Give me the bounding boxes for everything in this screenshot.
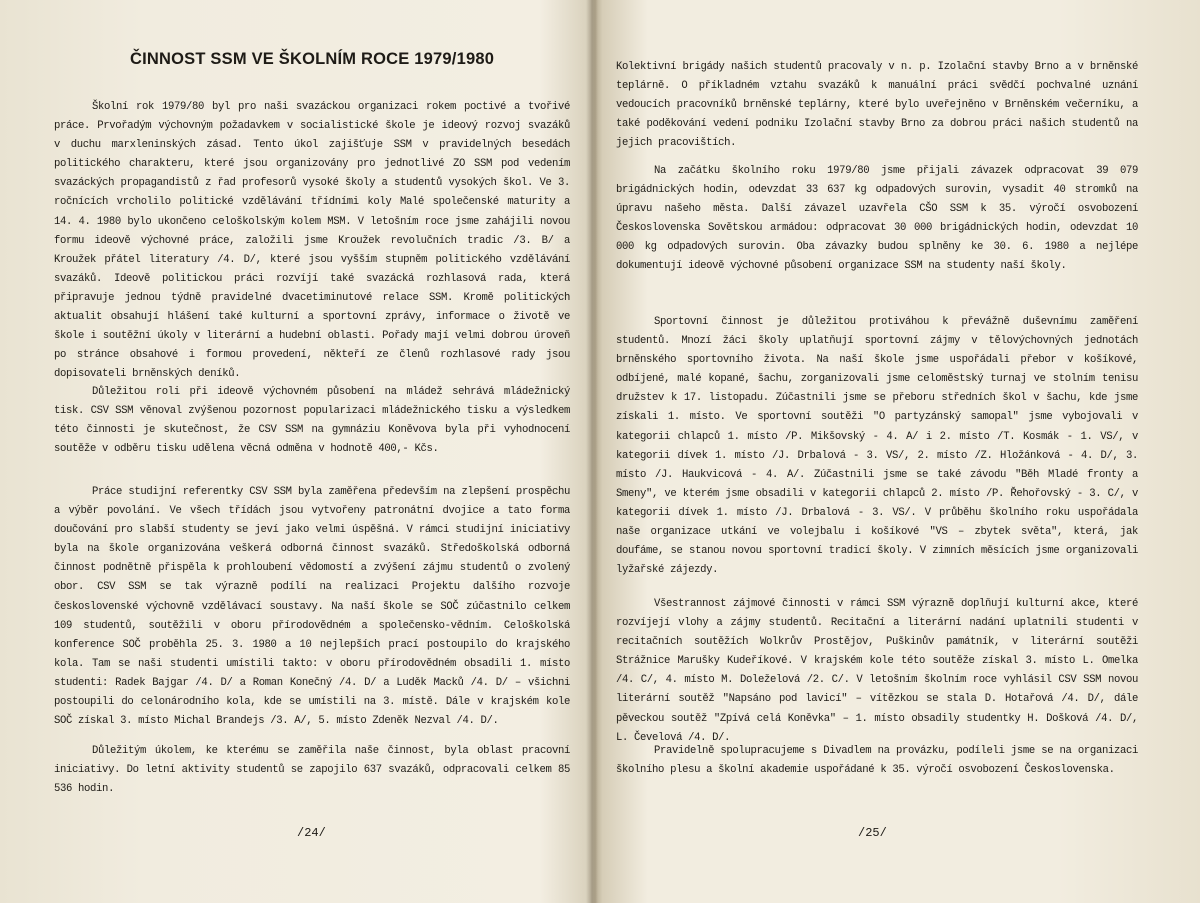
paragraph-study: Práce studijní referentky CSV SSM byla zaměřena především na zlepšení prospěchu a výběr povolání. Ve všech třídách jsou vytvořeny patronátní dvojice a tato forma doučování pro slabší studenty se jeví jako velmi úspěšná. V rámci studijní iniciativy byla na škole organizována veškerá odborná činnost svazáků. Středoškolská odborná činnost podnětně přispěla k prohloubení vědomostí a zvýšení zájmu studentů o zvolený obor. CSV SSM se tak výrazně podílí na realizaci Projektu dalšího rozvoje československé výchovně vzdělávací soustavy. Na naší škole se SOČ zúčastnilo celkem 109 studentů, soutěžili v oboru přírodovědném a společensko-vědním. Celoškolská konference SOČ proběhla 25. 3. 1980 a 10 nejlepších prací postoupilo do krajského kola. Tam se naši studenti umístili takto: v oboru přírodovědném obsadili 1. místo studenti: Radek Bajgar /4. D/ a Roman Konečný /4. D/ a Luděk Macků /4. D/ – všichni postoupili do celonárodního kola, kde se umístili na 3. místě. Dále v krajském kole SOČ získal 3. místo Michal Brandejs /3. A/, 5. místo Zdeněk Nezval /4. D/. [54,486,570,728]
page-number-left: /24/ [297,826,326,840]
paragraph-press: Důležitou roli při ideově výchovném působení na mládež sehrává mládežnický tisk. CSV SSM věnoval zvýšenou pozornost popularizaci mládežnického tisku a výsledkem této činnosti je skutečnost, že CSV SSM na gymnáziu Koněvova byla při vyhodnocení soutěže v odběru tisku udělena věcná odměna v hodnotě 400,- Kčs. [54,386,570,456]
page-title: ČINNOST SSM VE ŠKOLNÍM ROCE 1979/1980 [130,50,495,68]
paragraph-brigades: Kolektivní brigády našich studentů pracovaly v n. p. Izolační stavby Brno a v brněnské teplárně. O příkladném vztahu svazáků k manuální práci svědčí pochvalné uznání vedoucích pracovníků brněnské teplárny, které bylo uveřejněno v Brněnském večerníku, a také poděkování vedení podniku Izolační stavby Brno za dobrou práci našich studentů na jejich pracovištích. [616,61,1138,150]
paragraph-culture: Všestrannost zájmové činnosti v rámci SSM výrazně doplňují kulturní akce, které rozvíjejí vlohy a zájmy studentů. Recitační a literární nadání uplatnili studenti v recitačních soutěžích Wolkrův Prostějov, Puškinův památník, v literární soutěži Strážnice Marušky Kudeříkové. V krajském kole této soutěže získal 3. místo L. Omelka /4. C/, 4. místo M. Doleželová /2. C/. V letošním školním roce vyhlásil CSV SSM novou literární soutěž "Napsáno pod lavicí" – vítězkou se stala D. Hotařová /4. D/, dále pěveckou soutěž "Zpívá celá Koněvka" – 1. místo obsadily studentky H. Došková /4. D/, L. Čevelová /4. D/. [616,598,1138,744]
paragraph-theatre: Pravidelně spolupracujeme s Divadlem na provázku, podíleli jsme se na organizaci školního plesu a školní akademie uspořádané k 35. výročí osvobození Československa. [616,745,1138,777]
paragraph-ideology: Školní rok 1979/80 byl pro naši svazáckou organizaci rokem poctivé a tvořivé práce. Prvořadým výchovným požadavkem v socialistické škole je ideový rozvoj svazáků v duchu marxleninských zásad. Tento úkol zajišťuje SSM v pravidelných besedách politického charakteru, které jsou organizovány pro jednotlivé ZO SSM pod vedením svazáckých propagandistů z řad profesorů vysoké školy a studentů vysokých škol. Ve 3. ročnících vrcholilo politické vzdělávání třídními koly Malé společenské maturity a 14. 4. 1980 bylo ukončeno celoškolským kolem MSM. V letošním roce jsme zahájili novou formu ideově výchovné práce, založili jsme Kroužek revolučních tradic /3. B/ a Kroužek přátel literatury /4. D/, které jsou vyšším stupněm politického vzdělávání svazáků. Ideově politickou práci rozvíjí také svazácká rozhlasová rada, která připravuje jednou týdně pravidelné dvacetiminutové relace SSM. Kromě politických aktualit obsahují hlášení také kulturní a sportovní zprávy, informace o životě ve škole i soutěžní úkoly v literární a hudební oblasti. Pořady mají velmi dobrou úroveň po stránce obsahové i formou provedení, někteří ze členů rozhlasové rady jsou dopisovateli brněnských deníků. [54,101,570,381]
paragraph-sport: Sportovní činnost je důležitou protiváhou k převážně duševnímu zaměření studentů. Mnozí žáci školy uplatňují sportovní zájmy v tělovýchovných jednotách brněnského sportovního života. Na naší škole jsme uspořádali přebor v košíkové, odbíjené, malé kopané, šachu, zorganizovali jsme celoměstský turnaj ve stolním tenisu družstev k 17. listopadu. Zúčastnili jsme se přeboru středních škol v šachu, kde jsme získali 1. místo. Ve sportovní soutěži "O partyzánský samopal" jsme vybojovali v kategorii chlapců 1. místo /P. Mikšovský - 4. A/ i 2. místo /T. Kosmák - 1. VS/, v kategorii dívek 1. místo /J. Drbalová - 3. VS/, 2. místo /Z. Hložánková - 4. D/, 3. místo /J. Haukvicová - 4. A/. Zúčastnili jsme se také závodu "Běh Mladé fronty a Smeny", ve kterém jsme obsadili v kategorii chlapců 2. místo /P. Řehořovský - 3. C/, v kategorii dívek 1. místo /J. Drbalová - 3. VS/. V průběhu školního roku uspořádala naše organizace utkání ve volejbalu i košíkové "VS – zbytek světa", která, jak doufáme, se stanou novou sportovní tradicí školy. V zimních měsících jsme organizovali lyžařské zájezdy. [616,316,1138,577]
page-number-right: /25/ [858,826,887,840]
paragraph-work-initiative: Důležitým úkolem, ke kterému se zaměřila naše činnost, byla oblast pracovní iniciativy. Do letní aktivity studentů se zapojilo 637 svazáků, odpracovali celkem 85 536 hodin. [54,745,570,796]
left-page [0,0,588,903]
right-page [596,0,1200,903]
paragraph-commitments: Na začátku školního roku 1979/80 jsme přijali závazek odpracovat 39 079 brigádnických hodin, odevzdat 33 637 kg odpadových surovin, vysadit 40 stromků na úpravu našeho města. Další závazel uzavřela CŠO SSM k 35. výročí osvobození Československa Sovětskou armádou: odpracovat 30 000 brigádnických hodin, odevzdat 10 000 kg odpadových surovin. Oba závazky budou splněny ke 30. 6. 1980 a nejlépe dokumentují ideově výchovné působení organizace SSM na studenty naší školy. [616,165,1138,273]
